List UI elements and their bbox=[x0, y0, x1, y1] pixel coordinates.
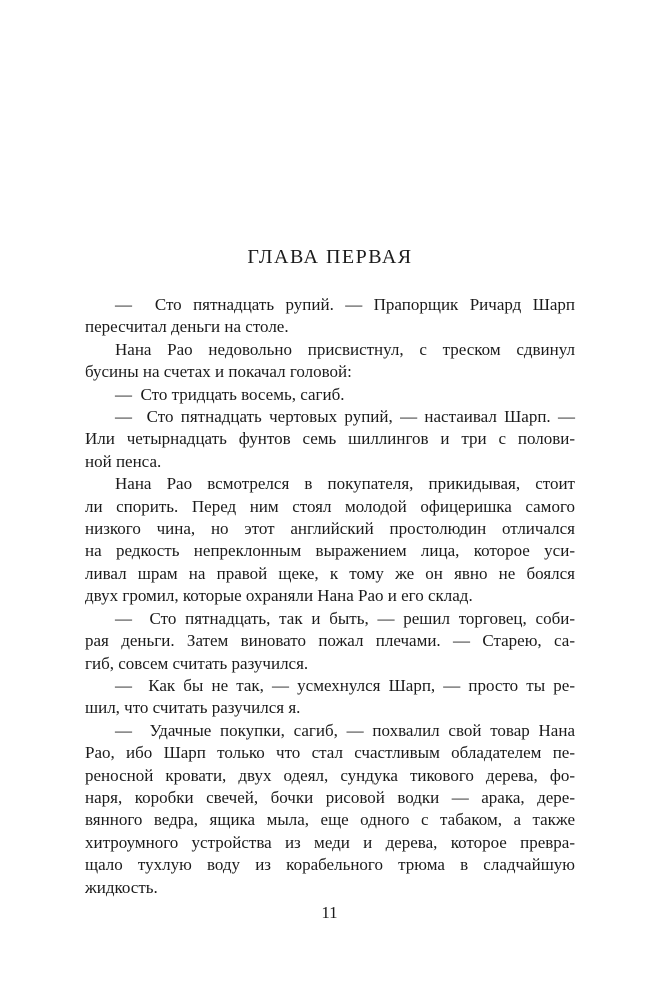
paragraph bbox=[85, 339, 575, 384]
text-line: Нана Рао недовольно присвистнул, с треском сдвинул bbox=[115, 339, 575, 359]
text-line: бусины на счетах и покачал головой: bbox=[85, 362, 352, 382]
paragraph bbox=[85, 406, 575, 473]
text-line: — Сто пятнадцать, так и быть, — решил торговец, соби- bbox=[115, 608, 575, 628]
text-line: ной пенса. bbox=[85, 451, 162, 471]
text-line: двух громил, которые охраняли Нана Рао и его склад. bbox=[85, 586, 473, 606]
paragraph bbox=[85, 294, 575, 339]
text-line: гиб, совсем считать разучился. bbox=[85, 653, 309, 673]
text-line: на редкость непреклонным выражением лица, которое уси- bbox=[85, 541, 575, 561]
text-line: Рао, ибо Шарп только что стал счастливым обладателем пе- bbox=[85, 743, 575, 763]
text-line: — Сто пятнадцать рупий. — Прапорщик Ричард Шарп bbox=[115, 295, 575, 314]
text-line: наря, коробки свечей, бочки рисовой водки — арака, дере- bbox=[85, 787, 575, 807]
text-line: Нана Рао всмотрелся в покупателя, прикидывая, стоит bbox=[115, 474, 575, 494]
text-line: рая деньги. Затем виновато пожал плечами. — Старею, са- bbox=[85, 631, 575, 651]
text-line: — Удачные покупки, сагиб, — похвалил свой товар Нана bbox=[115, 720, 575, 740]
text-line: — Сто тридцать восемь, сагиб. bbox=[115, 384, 345, 404]
page-body bbox=[85, 294, 575, 899]
paragraph bbox=[85, 720, 575, 899]
paragraph bbox=[85, 384, 575, 406]
page-number: 11 bbox=[321, 903, 338, 922]
text-line: хитроумного устройства из меди и дерева, которое превра- bbox=[85, 832, 575, 852]
text-line: ливал шрам на правой щеке, к тому же он явно не боялся bbox=[85, 563, 575, 583]
chapter-title: ГЛАВА ПЕРВАЯ bbox=[247, 246, 413, 268]
text-line: вянного ведра, ящика мыла, еще одного с табаком, а также bbox=[85, 810, 575, 830]
text-line: щало тухлую воду из корабельного трюма в сладчайшую bbox=[85, 855, 575, 875]
text-line: ли спорить. Перед ним стоял молодой офицеришка самого bbox=[85, 496, 575, 516]
text-line: — Сто пятнадцать чертовых рупий, — настаивал Шарп. — bbox=[115, 407, 575, 427]
text-line: — Как бы не так, — усмехнулся Шарп, — просто ты ре- bbox=[115, 675, 575, 695]
text-line: шил, что считать разучился я. bbox=[85, 698, 301, 718]
text-line: реносной кровати, двух одеял, сундука тикового дерева, фо- bbox=[85, 765, 575, 785]
text-line: жидкость. bbox=[85, 877, 158, 897]
paragraph bbox=[85, 473, 575, 607]
text-line: Или четырнадцать фунтов семь шиллингов и три с полови- bbox=[85, 429, 575, 449]
paragraph bbox=[85, 675, 575, 720]
text-line: низкого чина, но этот английский простолюдин отличался bbox=[85, 519, 575, 539]
text-block bbox=[85, 246, 575, 899]
text-line: пересчитал деньги на столе. bbox=[85, 317, 289, 337]
paragraph bbox=[85, 608, 575, 675]
